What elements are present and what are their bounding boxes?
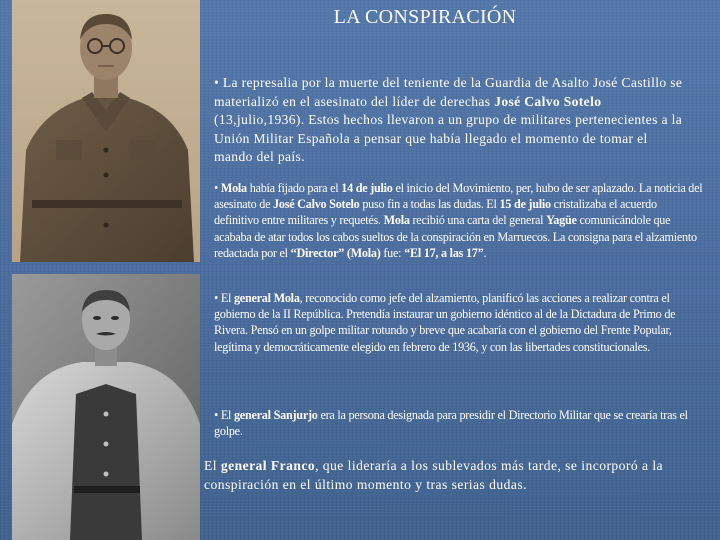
bold-run: José Calvo Sotelo [494,93,602,109]
slide-title: LA CONSPIRACIÓN [333,6,517,28]
text-run: . [483,245,487,260]
text-run: • [214,181,221,195]
text-run: puso fin a todas las dudas. El [359,197,500,212]
bold-run: José Calvo Sotelo [273,197,360,212]
text-run: • El [214,408,234,422]
bold-run: Mola [383,213,410,228]
bold-run: Mola [220,181,247,195]
text-run: , reconocido como jefe del alzamiento, planificó las acciones a realizar contra el gobierno de la II República. Pretendía instaurar un gobierno idéntico al de la Dictadura de Primo de Rivera. Pensó en un golpe militar rotundo y breve que acabaría con el gobierno del Frente Popular, legítima y democráticamente elegido en febrero de 1936, y con las libertades constitucionales. [214,291,676,354]
bold-run: general Mola [233,291,300,305]
paragraph-general-sanjurjo [214,407,704,439]
paragraph-general-mola [214,290,704,355]
paragraph-calvo-sotelo [214,74,684,167]
text-run: el inicio del Movimiento, per, hubo de ser aplazado. La noticia del asesinato de [214,181,703,212]
text-run: • La represalia por la muerte del teniente de la Guardia de Asalto José Castillo se materializó en el asesinato del líder de derechas [214,75,683,109]
text-run: El [204,458,221,473]
text-run: había fijado para el [246,181,342,195]
paragraph-mola-plan [214,180,704,261]
text-run: era la persona designada para presidir el Directorio Militar que se crearía tras el golpe. [214,408,688,439]
bold-run: “El 17, a las 17” [404,245,484,260]
bold-run: Yagüe [546,213,577,228]
bold-run: 14 de julio [341,181,393,195]
text-run: fue: [380,245,405,260]
text-run: cristalizaba el acuerdo definitivo entre militares y requetés. [214,197,657,228]
text-run: , que lideraría a los sublevados más tarde, se incorporó a la conspiración en el último momento y tras serias dudas. [204,458,664,492]
paragraph-general-franco [204,456,714,494]
bold-run: 15 de julio [499,197,551,212]
text-run: comunicándole que acababa de atar todos los cabos sueltos de la conspiración en Marruecos. La consigna para el alzamiento redactada por el [214,213,697,260]
photo-franco [12,274,200,540]
text-run: recibió una carta del general [409,213,547,228]
text-run: (13,julio,1936). Estos hechos llevaron a un grupo de militares pertenecientes a la Unión Militar Española a pensar que había llegado el momento de tomar el mando del país. [214,112,683,165]
bold-run: “Director” (Mola) [290,245,381,260]
bold-run: general Sanjurjo [233,408,318,422]
bold-run: general Franco [220,458,316,473]
photo-mola [12,0,200,262]
text-run: • El [214,291,234,305]
